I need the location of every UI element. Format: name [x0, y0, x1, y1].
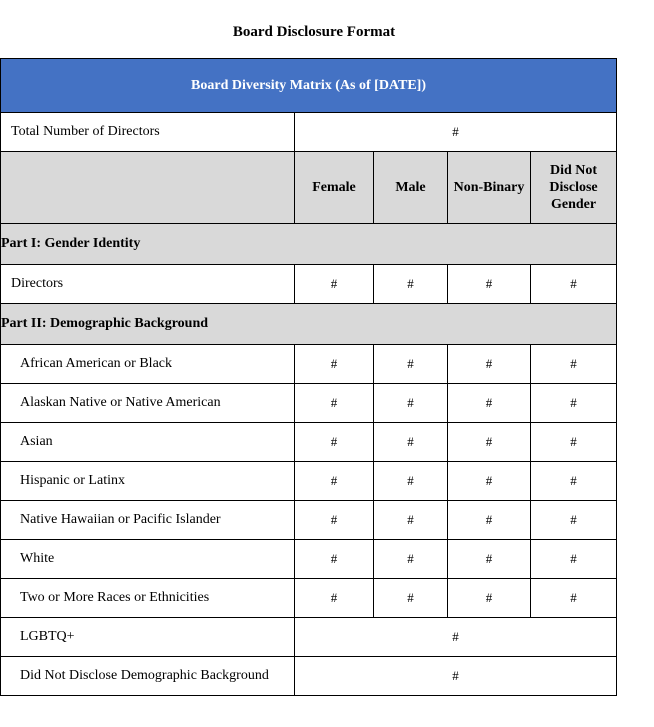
cell-male: # — [374, 501, 448, 540]
section-row-part2 — [1, 304, 617, 345]
cell-male: # — [374, 462, 448, 501]
cell-male: # — [374, 579, 448, 618]
cell-female: # — [295, 462, 374, 501]
cell-female: # — [295, 540, 374, 579]
cell-male: # — [374, 384, 448, 423]
row-label: African American or Black — [1, 345, 295, 384]
total-directors-value: # — [295, 113, 617, 152]
cell-did-not-disclose: # — [531, 423, 617, 462]
row-label: Alaskan Native or Native American — [1, 384, 295, 423]
board-diversity-matrix — [0, 58, 617, 696]
lgbtq-row — [1, 618, 617, 657]
total-directors-label: Total Number of Directors — [1, 113, 295, 152]
cell-female: # — [295, 345, 374, 384]
column-header-row — [1, 152, 617, 224]
matrix-header: Board Diversity Matrix (As of [DATE]) — [1, 59, 617, 113]
cell-non-binary: # — [448, 423, 531, 462]
cell-did-not-disclose: # — [531, 579, 617, 618]
table-row — [1, 579, 617, 618]
cell-non-binary: # — [448, 501, 531, 540]
matrix-header-row — [1, 59, 617, 113]
column-header-male: Male — [374, 152, 448, 224]
column-header-did-not-disclose: Did Not Disclose Gender — [531, 152, 617, 224]
section-row-part1 — [1, 224, 617, 265]
cell-female: # — [295, 501, 374, 540]
section-title-part1: Part I: Gender Identity — [1, 224, 617, 265]
table-row — [1, 265, 617, 304]
table-row — [1, 423, 617, 462]
cell-non-binary: # — [448, 345, 531, 384]
table-row — [1, 462, 617, 501]
undisclosed-demographic-label: Did Not Disclose Demographic Background — [1, 657, 295, 696]
cell-male: # — [374, 540, 448, 579]
column-header-blank — [1, 152, 295, 224]
page-title: Board Disclosure Format — [232, 24, 396, 40]
table-row — [1, 384, 617, 423]
lgbtq-value: # — [295, 618, 617, 657]
cell-male: # — [374, 423, 448, 462]
column-header-non-binary: Non-Binary — [448, 152, 531, 224]
cell-did-not-disclose: # — [531, 345, 617, 384]
cell-male: # — [374, 265, 448, 304]
cell-did-not-disclose: # — [531, 265, 617, 304]
total-directors-row — [1, 113, 617, 152]
cell-non-binary: # — [448, 579, 531, 618]
column-header-female: Female — [295, 152, 374, 224]
undisclosed-demographic-row — [1, 657, 617, 696]
cell-non-binary: # — [448, 265, 531, 304]
cell-female: # — [295, 384, 374, 423]
cell-female: # — [295, 265, 374, 304]
cell-non-binary: # — [448, 540, 531, 579]
row-label: Asian — [1, 423, 295, 462]
cell-non-binary: # — [448, 462, 531, 501]
row-label: Two or More Races or Ethnicities — [1, 579, 295, 618]
row-label: Hispanic or Latinx — [1, 462, 295, 501]
cell-did-not-disclose: # — [531, 540, 617, 579]
undisclosed-demographic-value: # — [295, 657, 617, 696]
cell-did-not-disclose: # — [531, 462, 617, 501]
row-label: Directors — [1, 265, 295, 304]
cell-male: # — [374, 345, 448, 384]
cell-female: # — [295, 579, 374, 618]
cell-female: # — [295, 423, 374, 462]
cell-did-not-disclose: # — [531, 384, 617, 423]
cell-did-not-disclose: # — [531, 501, 617, 540]
lgbtq-label: LGBTQ+ — [1, 618, 295, 657]
table-row — [1, 501, 617, 540]
table-row — [1, 540, 617, 579]
section-title-part2: Part II: Demographic Background — [1, 304, 617, 345]
row-label: White — [1, 540, 295, 579]
row-label: Native Hawaiian or Pacific Islander — [1, 501, 295, 540]
cell-non-binary: # — [448, 384, 531, 423]
table-row — [1, 345, 617, 384]
